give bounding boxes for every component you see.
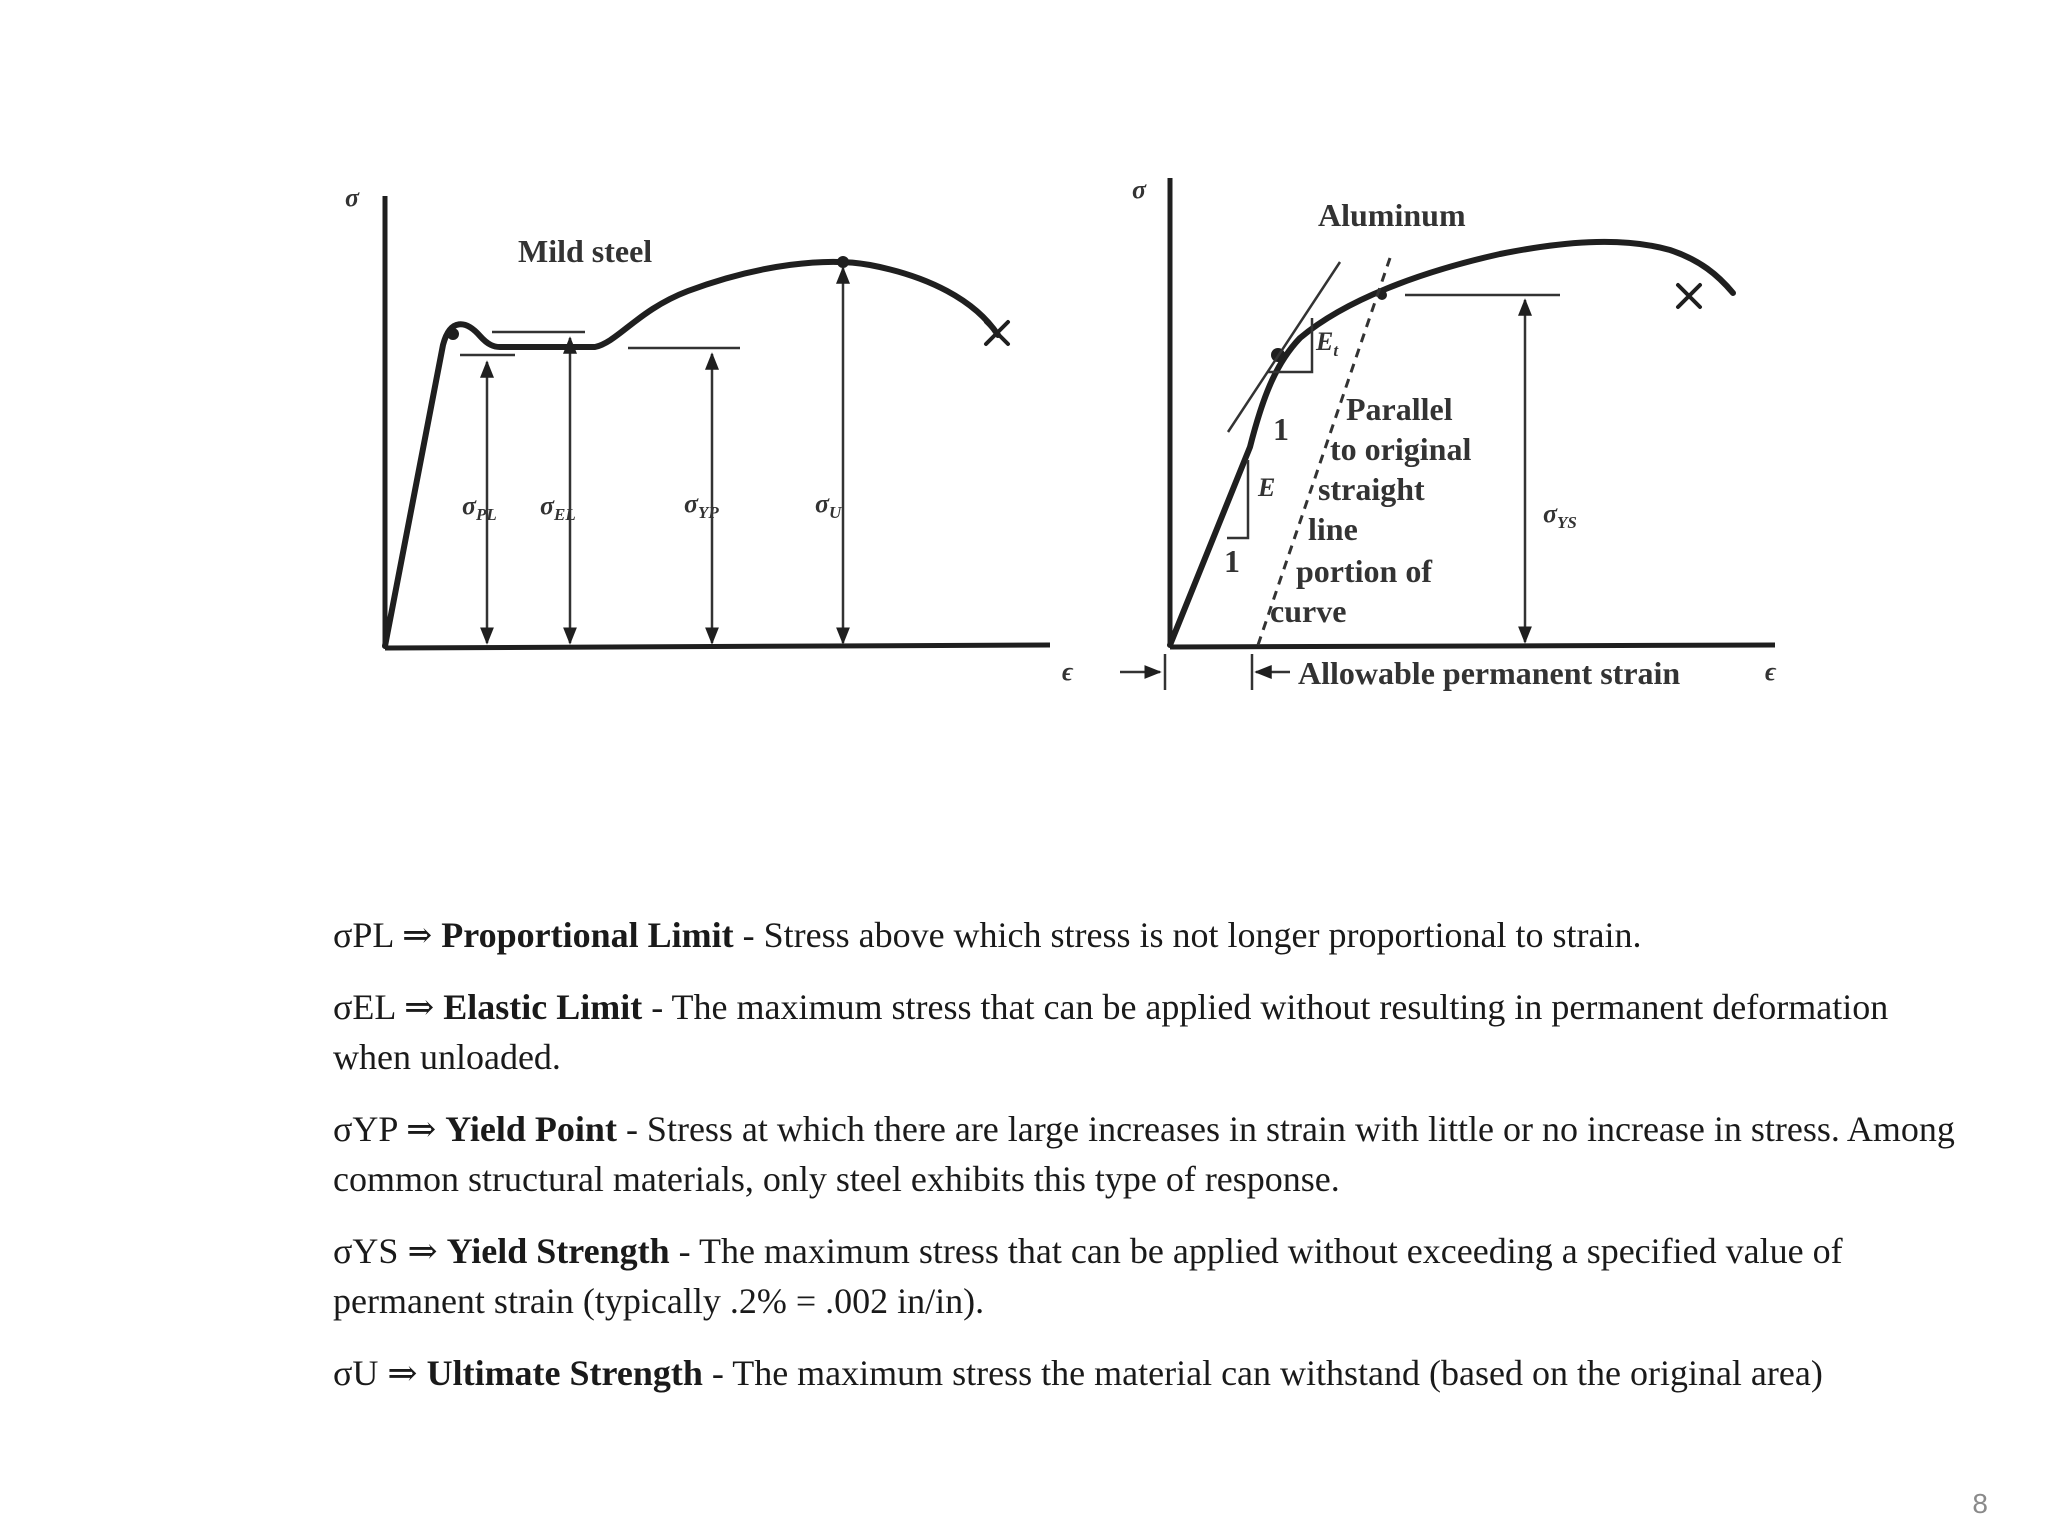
mild-steel-x-axis xyxy=(385,645,1050,648)
aluminum-y-axis-label: σ xyxy=(1132,175,1147,204)
mild-steel-yp-label: $\sigma_{YP}$ xyxy=(684,489,719,522)
definitions-list xyxy=(333,910,1973,1420)
definition-symbol: σU xyxy=(333,1353,379,1393)
mild-steel-y-axis-label: σ xyxy=(345,183,360,212)
definition-text: - The maximum stress that can be applied without exceeding a specified value of permanent strain (typically .2% = .002 in/in). xyxy=(333,1231,1843,1321)
definition-term: Elastic Limit xyxy=(443,987,643,1027)
allowable-strain-label: Allowable permanent strain xyxy=(1298,655,1681,691)
definition-arrow: ⇒ xyxy=(387,1353,418,1393)
mild-steel-ultimate-point xyxy=(837,256,849,268)
aluminum-parallel-note xyxy=(1270,391,1471,629)
mild-steel-title: Mild steel xyxy=(518,233,653,269)
definition-item xyxy=(333,910,1973,960)
aluminum-slope-one-upper: 1 xyxy=(1273,411,1289,447)
mild-steel-fracture-x xyxy=(986,322,1008,344)
note-line: curve xyxy=(1270,593,1347,629)
definition-arrow: ⇒ xyxy=(407,1231,438,1271)
definition-term: Ultimate Strength xyxy=(426,1353,703,1393)
definition-symbol: σPL xyxy=(333,915,394,955)
note-line: to original xyxy=(1330,431,1472,467)
mild-steel-x-axis-label: ϵ xyxy=(1062,657,1074,686)
definition-arrow: ⇒ xyxy=(404,987,435,1027)
aluminum-x-axis xyxy=(1170,645,1775,647)
definition-symbol: σYS xyxy=(333,1231,399,1271)
definition-item xyxy=(333,982,1973,1082)
aluminum-title: Aluminum xyxy=(1318,197,1466,233)
aluminum-fracture-x xyxy=(1678,285,1700,307)
definition-text: - Stress at which there are large increases in strain with little or no increase in stress. Among common structural materials, only steel exhibits this type of response. xyxy=(333,1109,1955,1199)
definition-text: - The maximum stress the material can withstand (based on the original area) xyxy=(711,1353,1823,1393)
definition-arrow: ⇒ xyxy=(406,1109,437,1149)
definition-text: - Stress above which stress is not longer proportional to strain. xyxy=(742,915,1642,955)
definition-item xyxy=(333,1226,1973,1326)
mild-steel-pl-point xyxy=(447,328,459,340)
note-line: line xyxy=(1308,511,1358,547)
definition-item xyxy=(333,1348,1973,1398)
mild-steel-u-label: $\sigma_U$ xyxy=(815,489,842,522)
definition-term: Yield Point xyxy=(445,1109,617,1149)
mild-steel-pl-label: $\sigma_{PL}$ xyxy=(462,491,497,524)
definition-item xyxy=(333,1104,1973,1204)
page-number: 8 xyxy=(1972,1488,1988,1519)
aluminum-ys-label: $\sigma_{YS}$ xyxy=(1543,499,1577,532)
definition-symbol: σEL xyxy=(333,987,396,1027)
definition-arrow: ⇒ xyxy=(402,915,433,955)
mild-steel-el-label: $\sigma_{EL}$ xyxy=(540,491,576,524)
definition-text: - The maximum stress that can be applied without resulting in permanent deformation when unloaded. xyxy=(333,987,1889,1077)
note-line: portion of xyxy=(1296,553,1432,589)
note-line: straight xyxy=(1318,471,1425,507)
definition-symbol: σYP xyxy=(333,1109,398,1149)
mild-steel-plot xyxy=(345,183,1074,686)
definition-term: Yield Strength xyxy=(446,1231,670,1271)
aluminum-tangent-modulus-label: $E_t$ xyxy=(1316,327,1339,360)
aluminum-plot xyxy=(1120,175,1777,691)
mild-steel-curve xyxy=(385,262,998,646)
aluminum-x-axis-label: ϵ xyxy=(1765,657,1777,686)
aluminum-modulus-label: E xyxy=(1258,473,1276,502)
aluminum-slope-one-lower: 1 xyxy=(1224,543,1240,579)
note-line: Parallel xyxy=(1346,391,1453,427)
definition-term: Proportional Limit xyxy=(441,915,734,955)
